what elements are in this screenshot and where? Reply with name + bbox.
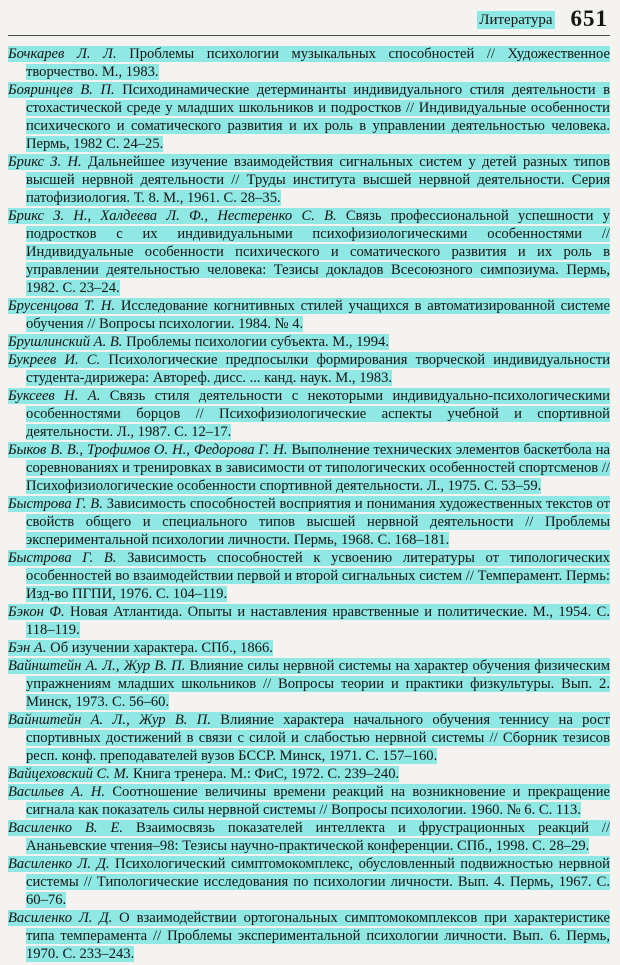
entry-content	[8, 352, 610, 386]
entry-content	[8, 208, 610, 296]
entry-author: Брикс З. Н.	[8, 154, 82, 170]
running-head: Литература	[479, 12, 553, 28]
entry-content	[8, 46, 610, 80]
entry-text: Психологические предпосылки формирования творческой индивидуальности студента-дирижера: Автореф. дисс. ... канд. наук. М., 1983.	[26, 352, 611, 386]
entry-text: Зависимость способностей к усвоению литературы от типологических особенностей во взаимодействии первой и второй сигнальных систем // Темперамент. Пермь: Изд-во ПГПИ, 1976. С. 104–119.	[26, 550, 610, 602]
entry-text: Проблемы психологии субъекта. М., 1994.	[126, 334, 389, 350]
entry-text: Новая Атлантида. Опыты и наставления нравственные и политические. М., 1954. С. 118–119.	[26, 604, 610, 638]
entry-content	[8, 442, 610, 494]
entry-author: Бэкон Ф.	[8, 604, 65, 620]
entry-text: Об изучении характера. СПб., 1866.	[50, 640, 273, 656]
entry-content	[8, 712, 610, 764]
entry-text: Проблемы психологии музыкальных способностей // Художественное творчество. М., 1983.	[26, 46, 610, 80]
entry-author: Василенко Л. Д.	[8, 856, 110, 872]
page-header	[8, 6, 610, 32]
entry-author: Василенко Л. Д.	[8, 910, 113, 926]
entry-author: Бочкарев Л. Л.	[8, 46, 117, 62]
entry-content	[8, 640, 273, 656]
entry-content	[8, 496, 610, 548]
entry-content	[8, 604, 610, 638]
entry-author: Быстрова Г. В.	[8, 496, 103, 512]
entry-text: Выполнение технических элементов баскетбола на соревнованиях и тренировках в зависимости от типологических особенностей спортсменов // Психофизиологические особенности спортивной деятельности. Л., 1975. С. 53–59.	[26, 442, 611, 494]
entry-text: Взаимосвязь показателей интеллекта и фрустрационных реакций // Ананьевские чтения–98: Тезисы научно-практической конференции. СПб., 1998. С. 28–29.	[26, 820, 610, 854]
entry-text: Дальнейшее изучение взаимодействия сигнальных систем у детей разных типов высшей нервной деятельности // Труды института высшей нервной деятельности. Серия патофизиология. Т. 8. М., 1961. С. 28–35.	[26, 154, 610, 206]
bib-entry	[8, 549, 610, 603]
entry-text: Связь стиля деятельности с некоторыми индивидуально-психологическими особенностями борцов // Психофизиологические аспекты учебной и спортивной деятельности. Л., 1987. С. 12–17.	[26, 388, 610, 440]
entry-content	[8, 82, 610, 152]
bib-entry	[8, 495, 610, 549]
bib-entry	[8, 45, 610, 81]
bib-entry	[8, 603, 610, 639]
entry-author: Вайнштейн А. Л., Жур В. П.	[8, 712, 211, 728]
entry-text: Исследование когнитивных стилей учащихся в автоматизированной системе обучения // Вопросы психологии. 1984. № 4.	[26, 298, 611, 332]
entry-text: О взаимодействии ортогональных симптомокомплексов при характеристике типа темперамента // Проблемы экспериментальной психологии личности. Вып. 6. Пермь, 1970. С. 233–243.	[26, 910, 610, 962]
entry-author: Васильев А. Н.	[8, 784, 106, 800]
entry-author: Брикс З. Н., Халдеева Л. Ф., Нестеренко С. В.	[8, 208, 337, 224]
bib-entry	[8, 657, 610, 711]
entry-author: Василенко В. Е.	[8, 820, 124, 836]
entry-author: Брушлинский А. В.	[8, 334, 123, 350]
page-number: 651	[570, 6, 608, 31]
entry-author: Быков В. В., Трофимов О. Н., Федорова Г. Н.	[8, 442, 288, 458]
bib-entry	[8, 351, 610, 387]
entry-author: Буксеев Н. А.	[8, 388, 101, 404]
entry-author: Бэн А.	[8, 640, 47, 656]
entry-text: Связь профессиональной успешности у подростков с их индивидуальными психофизиологическими особенностями // Индивидуальные особенности психического и соматического развития и их роль в управлении деятельностью человека: Тезисы докладов Всесоюзного симпозиума. Пермь, 1982. С. 23–24.	[26, 208, 610, 296]
bib-entry	[8, 765, 610, 783]
bib-entry	[8, 153, 610, 207]
entry-text: Соотношение величины времени реакций на возникновение и прекращение сигнала как показатель силы нервной системы // Вопросы психологии. 1960. № 6. С. 113.	[26, 784, 610, 818]
entry-content	[8, 298, 610, 332]
bib-entry	[8, 909, 610, 963]
entry-text: Психологический симптомокомплекс, обусловленный подвижностью нервной системы // Типологические исследования по психологии личности. Вып. 4. Пермь, 1967. С. 60–76.	[26, 856, 610, 908]
entry-content	[8, 550, 610, 602]
entry-author: Букреев И. С.	[8, 352, 101, 368]
bib-entry	[8, 819, 610, 855]
entry-text: Психодинамические детерминанты индивидуального стиля деятельности в стохастической среде у младших школьников и подростков // Индивидуальные особенности психического и соматического развития и их роль в управлении деятельностью человека. Пермь, 1982 С. 24–25.	[26, 82, 610, 152]
bib-entry	[8, 207, 610, 297]
entry-content	[8, 154, 610, 206]
entry-text: Зависимость способностей восприятия и понимания художественных текстов от свойств общего и специального типов высшей нервной деятельности // Проблемы экспериментальной психологии личности. Пермь, 1968. С. 168–181.	[26, 496, 610, 548]
bib-entry	[8, 783, 610, 819]
entry-author: Бояринцев В. П.	[8, 82, 115, 98]
entry-text: Влияние силы нервной системы на характер обучения физическим упражнениям младших школьников // Вопросы теории и практики физкультуры. Вып. 2. Минск, 1973. С. 56–60.	[26, 658, 611, 710]
entry-content	[8, 856, 610, 908]
bib-entry	[8, 711, 610, 765]
entry-content	[8, 334, 389, 350]
entry-author: Брусенцова Т. Н.	[8, 298, 116, 314]
entry-author: Вайнштейн А. Л., Жур В. П.	[8, 658, 186, 674]
bib-entry	[8, 855, 610, 909]
entry-content	[8, 388, 610, 440]
entry-content	[8, 658, 610, 710]
bib-entry	[8, 387, 610, 441]
bib-entry	[8, 441, 610, 495]
entry-text: Книга тренера. М.: ФиС, 1972. С. 239–240.	[133, 766, 400, 782]
entry-author: Быстрова Г. В.	[8, 550, 117, 566]
header-divider	[8, 35, 610, 36]
entry-text: Влияние характера начального обучения теннису на рост спортивных достижений в связи с силой и слабостью нервной системы // Сборник тезисов респ. конф. преподавателей вузов БССР. Минск, 1971. С. 157–160.	[26, 712, 610, 764]
bib-entry	[8, 81, 610, 153]
bibliography-list	[8, 45, 610, 963]
entry-author: Вайцеховский С. М.	[8, 766, 130, 782]
entry-content	[8, 820, 610, 854]
entry-content	[8, 784, 610, 818]
entry-content	[8, 910, 610, 962]
bib-entry	[8, 297, 610, 333]
bib-entry	[8, 639, 610, 657]
bib-entry	[8, 333, 610, 351]
entry-content	[8, 766, 399, 782]
